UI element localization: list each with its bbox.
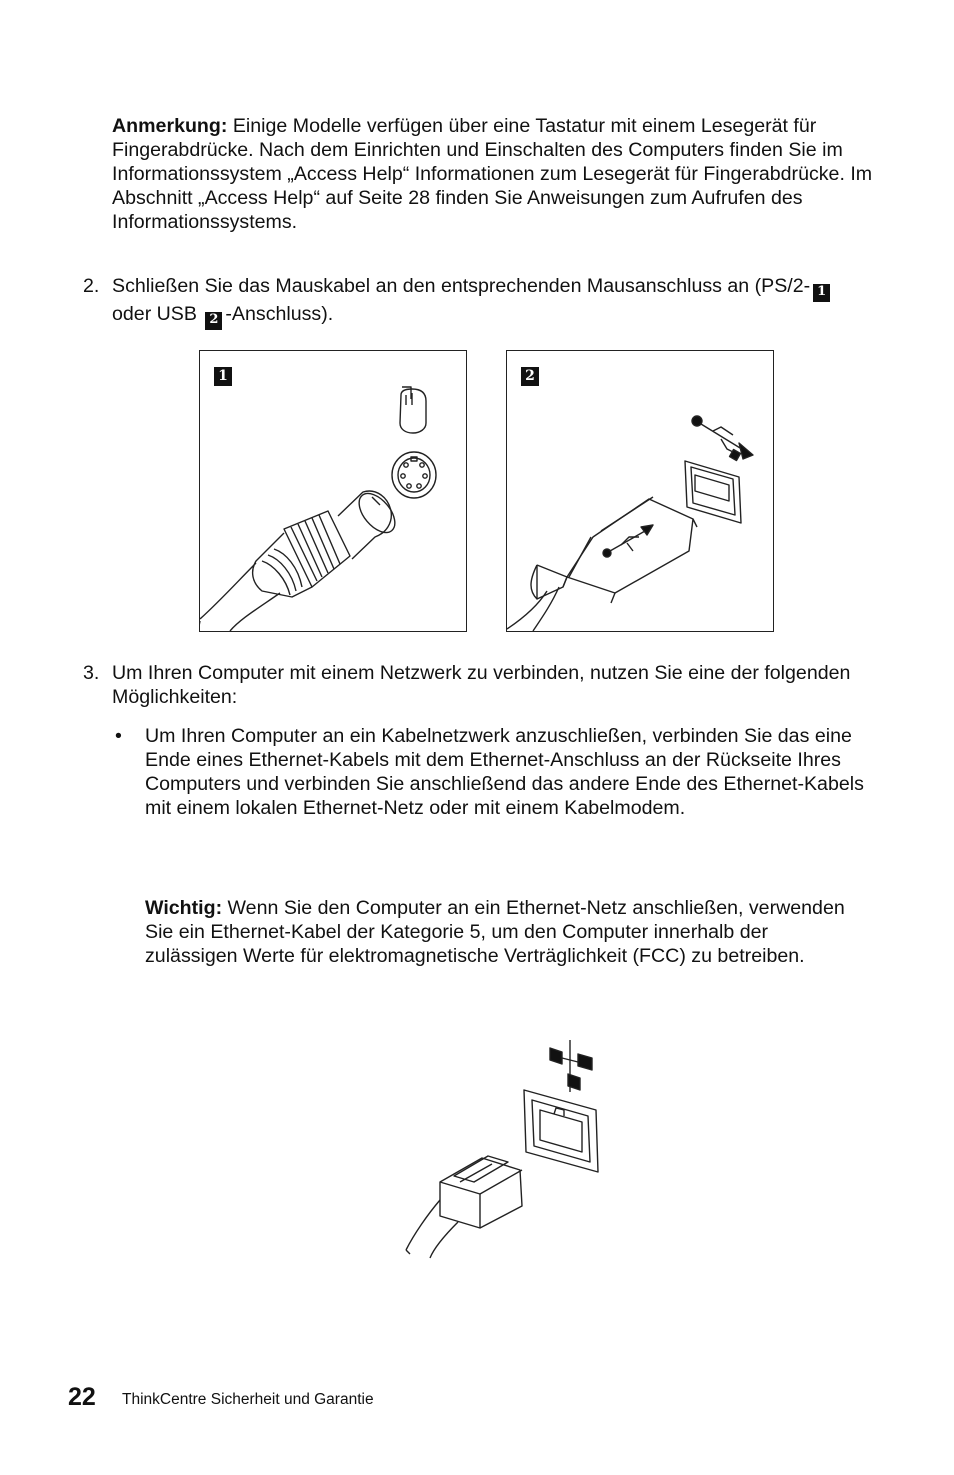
step-2-text-c: -Anschluss). bbox=[225, 303, 334, 325]
mouse-icon bbox=[400, 387, 426, 433]
bullet-text: Um Ihren Computer an ein Kabelnetzwerk anzuschließen, verbinden Sie das eine Ende eines Ethernet-Kabels mit dem Ethernet-Anschluss an der Rückseite Ihres Computers und verbinden Sie anschließend das andere Ende des Ethernet-Kabels mit einem lokalen Ethernet-Netz oder mit einem Kabelmodem. bbox=[145, 725, 864, 819]
panel-2-tag: 2 bbox=[521, 367, 539, 386]
usb-icon bbox=[692, 416, 753, 460]
bullet-symbol: • bbox=[115, 725, 122, 747]
usb-port bbox=[685, 461, 741, 523]
ethernet-connector-illustration bbox=[400, 1030, 620, 1260]
important-text: Wenn Sie den Computer an ein Ethernet-Netz anschließen, verwenden Sie ein Ethernet-Kabel der Kategorie 5, um den Computer innerhalb der zulässigen Werte für elektromagnetische Verträglichkeit (FCC) zu betreiben. bbox=[145, 897, 845, 967]
important-label: Wichtig: bbox=[145, 897, 223, 919]
step-2-text bbox=[112, 274, 872, 330]
page-number: 22 bbox=[68, 1383, 96, 1411]
step-2-number: 2. bbox=[83, 275, 100, 297]
footer-title: ThinkCentre Sicherheit und Garantie bbox=[122, 1391, 374, 1408]
note-paragraph bbox=[112, 114, 882, 234]
note-label: Anmerkung: bbox=[112, 115, 228, 137]
step-2-text-a: Schließen Sie das Mauskabel an den entsprechenden Mausanschluss an (PS/2- bbox=[112, 275, 811, 297]
figure-usb bbox=[506, 350, 774, 632]
panel-1-tag: 1 bbox=[214, 367, 232, 386]
usb-connector-illustration bbox=[507, 351, 773, 631]
step-2-text-b: oder USB bbox=[112, 303, 203, 325]
step-3-text: Um Ihren Computer mit einem Netzwerk zu verbinden, nutzen Sie eine der folgenden Möglichkeiten: bbox=[112, 662, 851, 708]
callout-2: 2 bbox=[205, 312, 222, 330]
ps2-connector-illustration bbox=[200, 351, 466, 631]
important-paragraph bbox=[145, 896, 865, 968]
callout-1: 1 bbox=[813, 284, 830, 302]
note-text: Einige Modelle verfügen über eine Tastatur mit einem Lesegerät für Fingerabdrücke. Nach dem Einrichten und Einschalten des Computers finden Sie im Informationssystem „Access Help“ Informationen zum Lesegerät für Fingerabdrücke. Im Abschnitt „Access Help“ auf Seite 28 finden Sie Anweisungen zum Aufrufen des Informationssystems. bbox=[112, 115, 873, 233]
ps2-port bbox=[392, 452, 436, 498]
step-3-number: 3. bbox=[83, 662, 100, 684]
ethernet-port bbox=[524, 1090, 598, 1172]
figure-ps2-mouse bbox=[199, 350, 467, 632]
network-icon bbox=[550, 1040, 592, 1092]
